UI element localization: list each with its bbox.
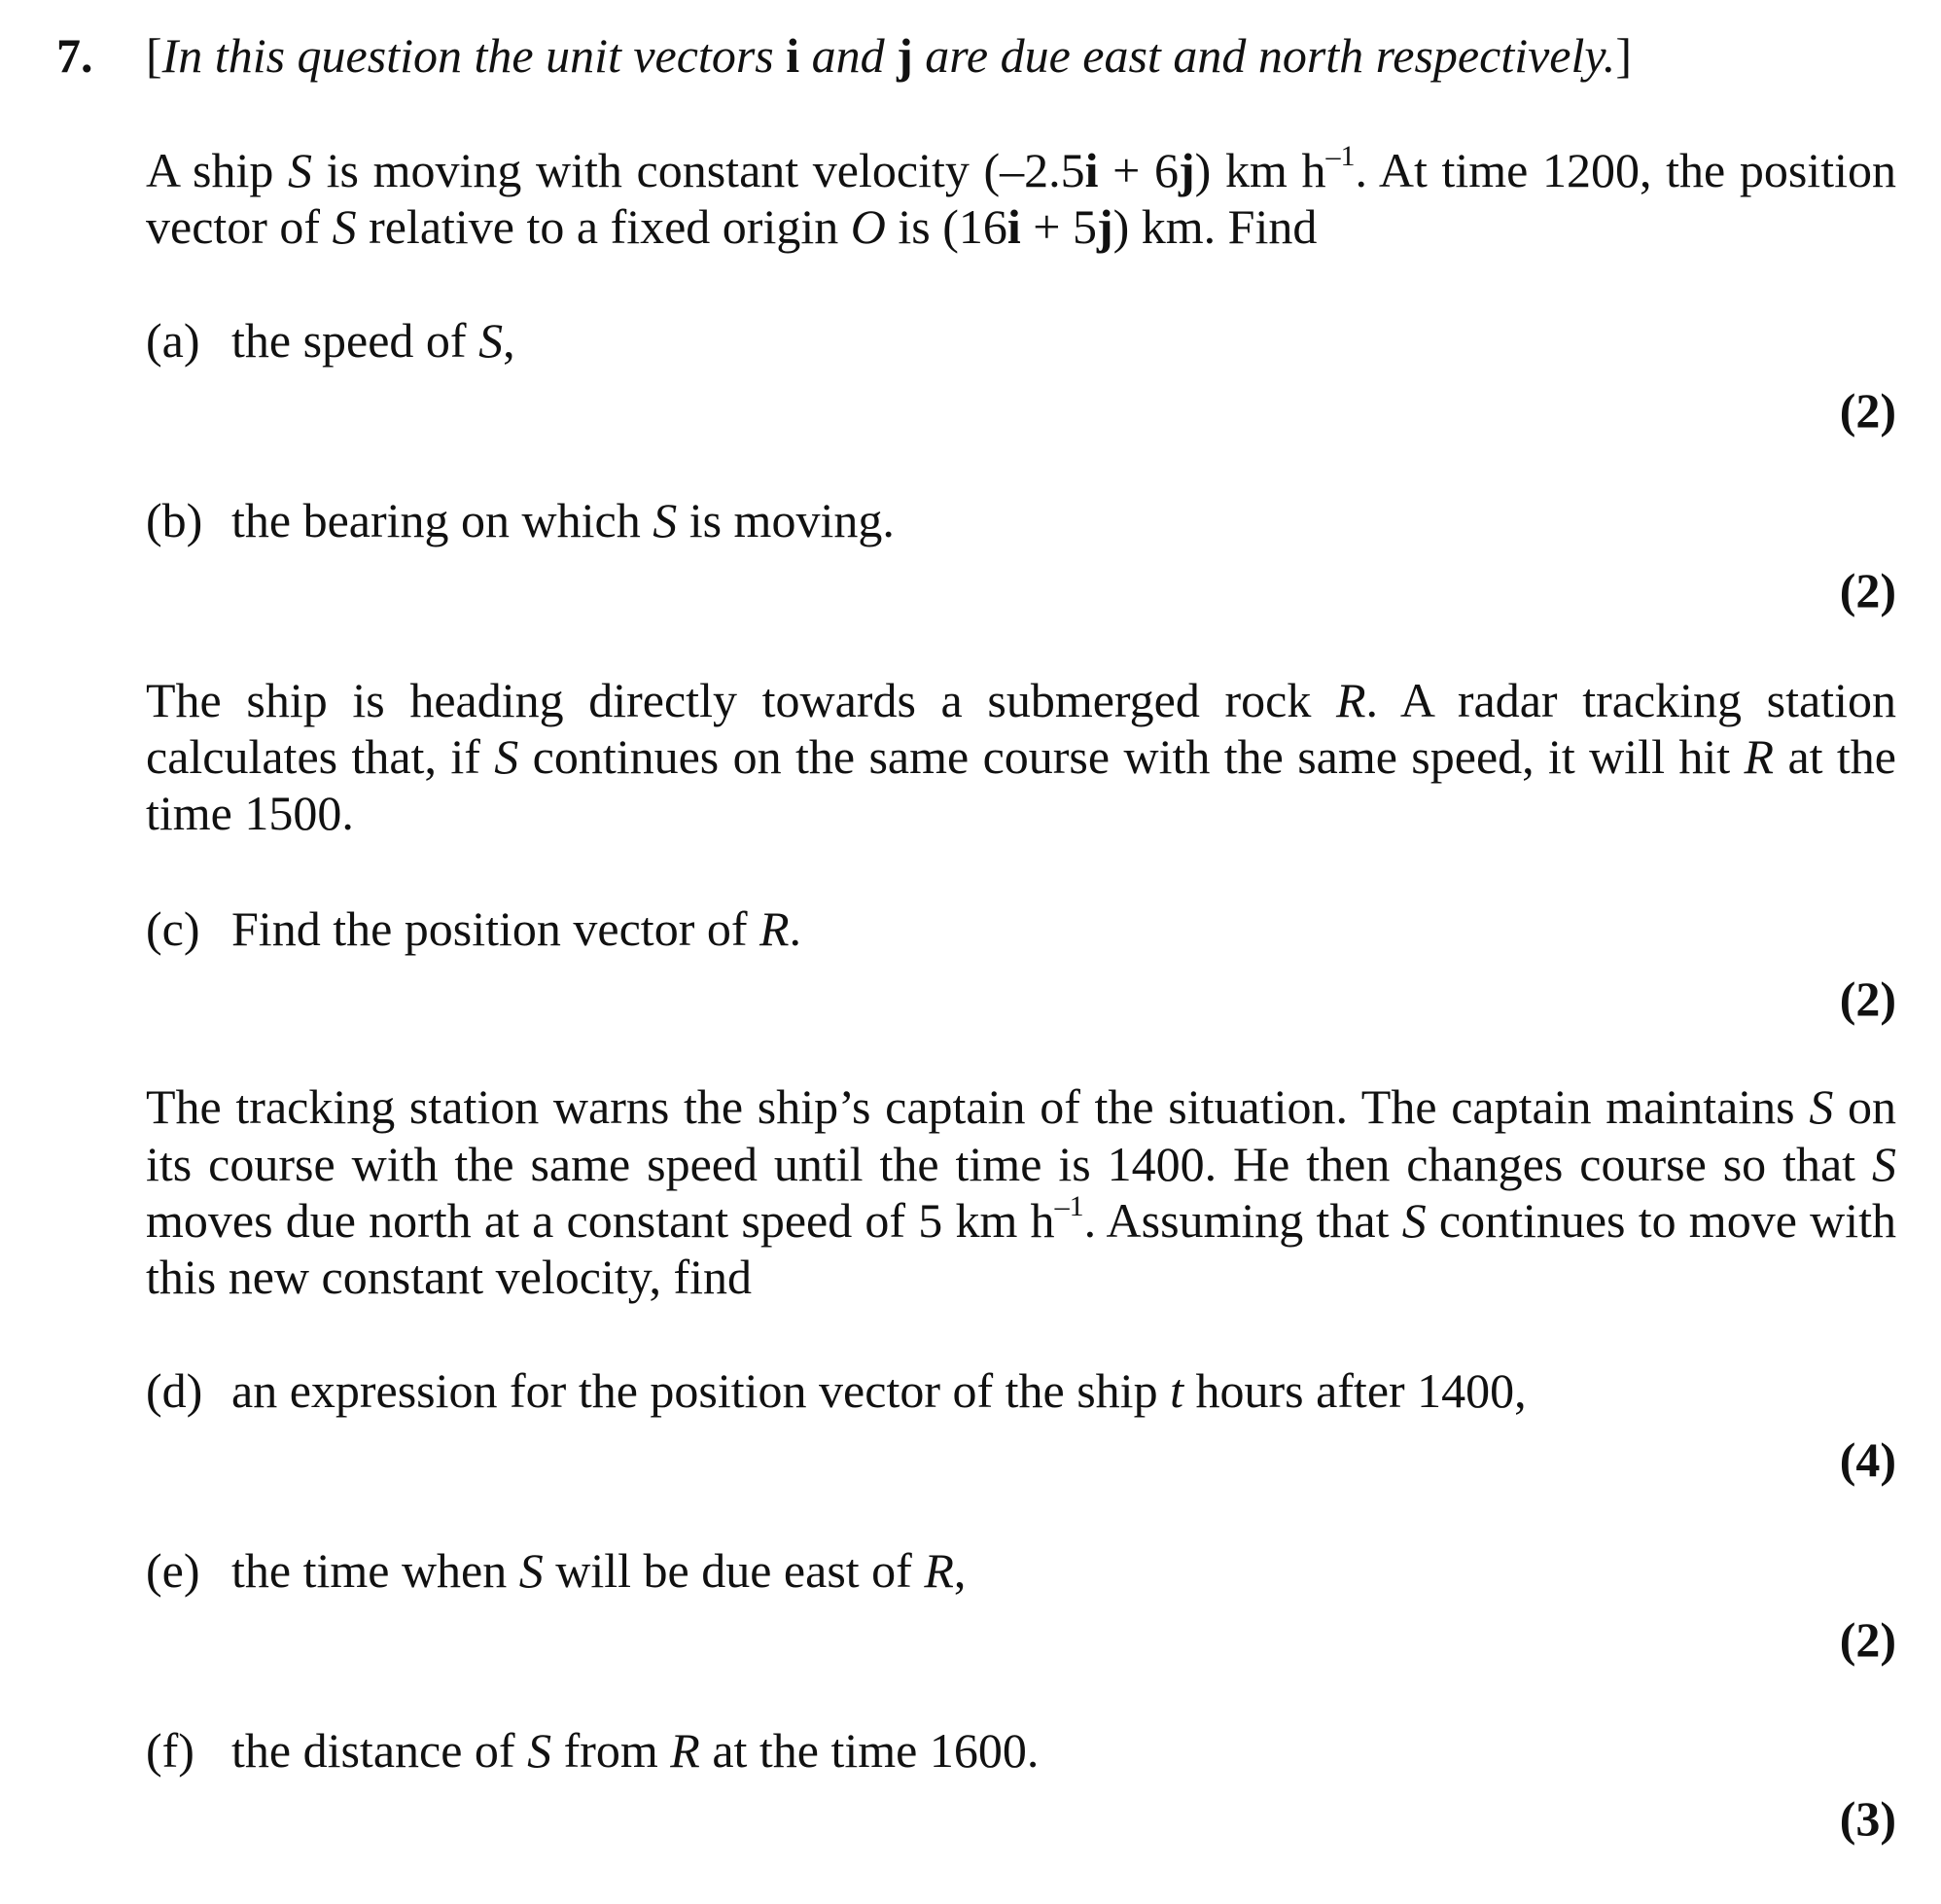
part-b-marks: (2) [1839,563,1896,617]
part-c-text: Find the position vector of R. [231,901,802,956]
part-e-label: (e) [146,1543,200,1598]
warn-para-line-2: its course with the same speed until the time is 1400. He then changes course so that S [146,1137,1896,1191]
instruction-line: [In this question the unit vectors i and j are due east and north respectively.] [146,28,1632,83]
part-e-marks: (2) [1839,1612,1896,1667]
rock-para-line-1: The ship is heading directly towards a submerged rock R. A radar tracking station [146,673,1896,727]
part-a-marks: (2) [1839,383,1896,438]
intro-line-1: A ship S is moving with constant velocity (–2.5i + 6j) km $h^{-1}$. At time 1200, the position [146,140,1896,197]
part-f-marks: (3) [1839,1791,1896,1846]
part-d-marks: (4) [1839,1432,1896,1487]
part-b-text: the bearing on which S is moving. [231,493,895,547]
part-a-label: (a) [146,313,200,368]
rock-para-line-2: calculates that, if S continues on the same course with the same speed, it will hit R at the [146,729,1896,784]
part-f-text: the distance of S from R at the time 1600. [231,1723,1040,1778]
intro-line-2: vector of S relative to a fixed origin O is (16i + 5j) km. Find [146,199,1318,254]
warn-para-line-4: this new constant velocity, find [146,1250,753,1304]
rock-para-line-3: time 1500. [146,786,354,840]
question-number: 7. [56,28,93,83]
part-a-text: the speed of S, [231,313,515,368]
part-d-text: an expression for the position vector of the ship t hours after 1400, [231,1363,1527,1418]
warn-para-line-3: moves due north at a constant speed of 5 km $h^{-1}$. Assuming that S continues to move with [146,1190,1896,1248]
warn-para-line-1: The tracking station warns the ship’s captain of the situation. The captain maintains S on [146,1079,1897,1134]
part-c-marks: (2) [1839,971,1896,1026]
part-d-label: (d) [146,1363,203,1418]
part-f-label: (f) [146,1723,194,1778]
part-c-label: (c) [146,901,200,956]
part-b-label: (b) [146,493,203,547]
part-e-text: the time when S will be due east of R, [231,1543,967,1598]
